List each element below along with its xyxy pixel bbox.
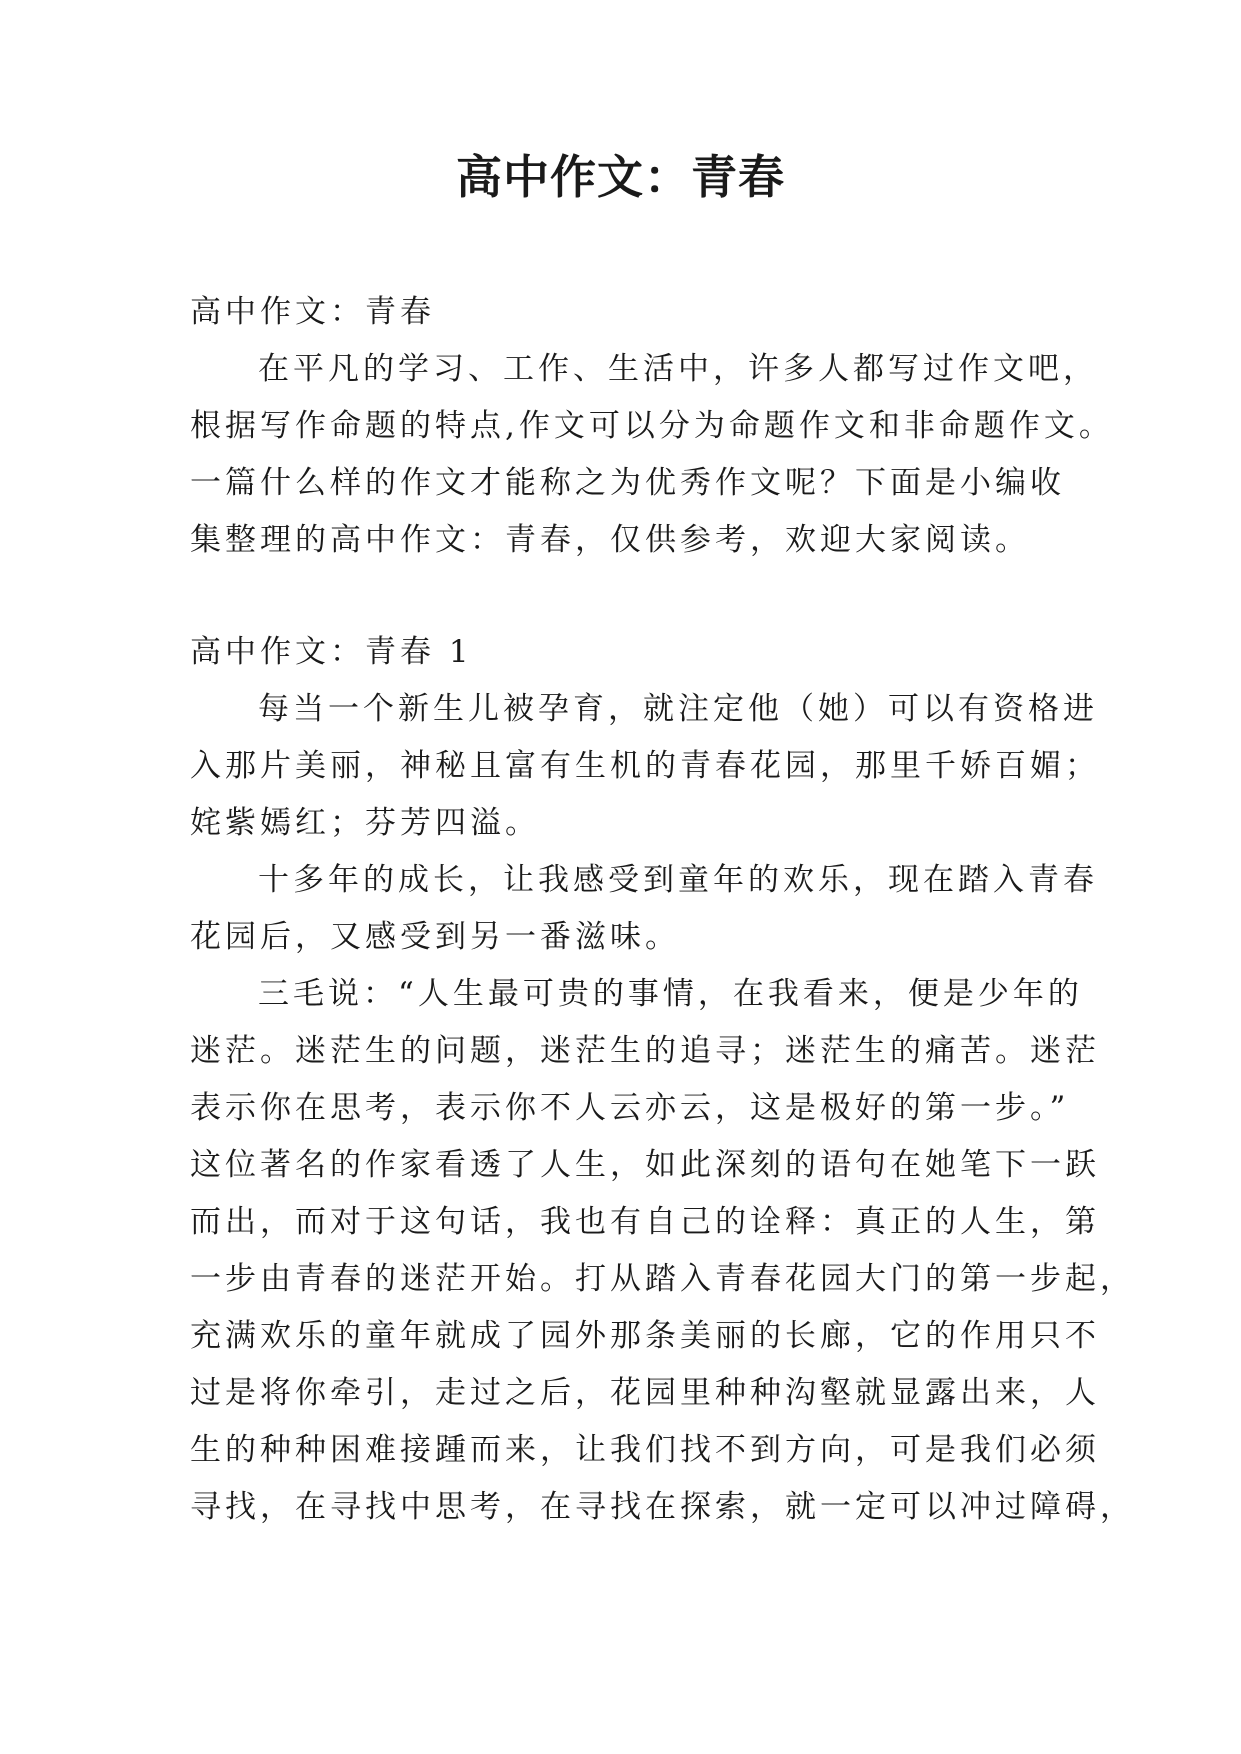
paragraph-line: 一步由青春的迷茫开始。打从踏入青春花园大门的第一步起， xyxy=(190,1261,1135,1297)
paragraph-line: 入那片美丽，神秘且富有生机的青春花园，那里千娇百媚； xyxy=(190,748,1100,784)
paragraph-line: 表示你在思考，表示你不人云亦云，这是极好的第一步。” xyxy=(190,1090,1070,1126)
paragraph-line: 寻找，在寻找中思考，在寻找在探索，就一定可以冲过障碍， xyxy=(190,1489,1135,1525)
essay-paragraph xyxy=(190,966,1135,1536)
paragraph-line: 迷茫。迷茫生的问题，迷茫生的追寻；迷茫生的痛苦。迷茫 xyxy=(190,1033,1100,1069)
essay-paragraph xyxy=(190,681,1100,852)
paragraph-line: 充满欢乐的童年就成了园外那条美丽的长廊，它的作用只不 xyxy=(190,1318,1100,1354)
paragraph-line: 姹紫嫣红；芬芳四溢。 xyxy=(190,805,540,841)
paragraph-line: 在平凡的学习、工作、生活中，许多人都写过作文吧， xyxy=(258,351,1098,387)
document-body xyxy=(190,284,1135,1536)
paragraph-line: 花园后，又感受到另一番滋味。 xyxy=(190,919,680,955)
document-title: 高中作文：青春 xyxy=(456,150,785,204)
paragraph-line: 三毛说：“人生最可贵的事情，在我看来，便是少年的 xyxy=(258,976,1083,1012)
paragraph-line: 每当一个新生儿被孕育，就注定他（她）可以有资格进 xyxy=(258,691,1098,727)
paragraph-line: 而出，而对于这句话，我也有自己的诠释：真正的人生，第 xyxy=(190,1204,1100,1240)
paragraph-line: 根据写作命题的特点,作文可以分为命题作文和非命题作文。 xyxy=(190,408,1114,444)
paragraph-line: 十多年的成长，让我感受到童年的欢乐，现在踏入青春 xyxy=(258,862,1098,898)
paragraph-line: 过是将你牵引，走过之后，花园里种种沟壑就显露出来，人 xyxy=(190,1375,1100,1411)
section-gap xyxy=(190,569,1052,624)
intro-heading: 高中作文：青春 xyxy=(190,294,435,330)
paragraph-line: 集整理的高中作文：青春，仅供参考，欢迎大家阅读。 xyxy=(190,522,1030,558)
essay-paragraph xyxy=(190,852,1098,966)
paragraph-line: 一篇什么样的作文才能称之为优秀作文呢？下面是小编收 xyxy=(190,465,1065,501)
paragraph-line: 生的种种困难接踵而来，让我们找不到方向，可是我们必须 xyxy=(190,1432,1100,1468)
essay-heading: 高中作文：青春 1 xyxy=(190,634,473,670)
paragraph-line: 这位著名的作家看透了人生，如此深刻的语句在她笔下一跃 xyxy=(190,1147,1100,1183)
intro-paragraph xyxy=(190,341,1114,569)
